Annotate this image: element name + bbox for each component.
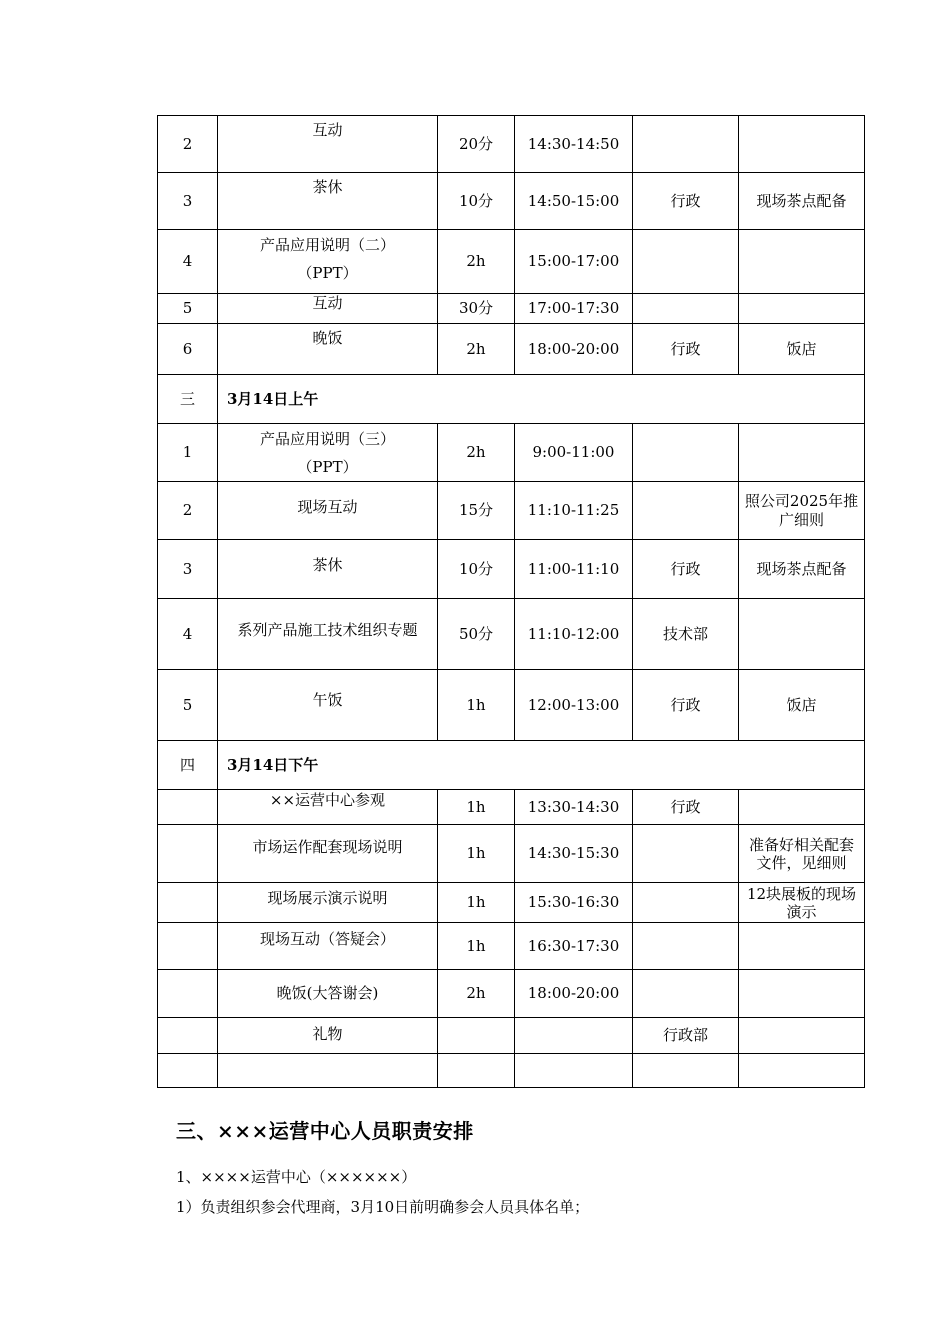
item-name: 现场互动（答疑会） <box>218 923 438 970</box>
table-row <box>158 230 865 294</box>
section-title: 3月14日下午 <box>218 741 865 790</box>
table-row <box>158 324 865 375</box>
note <box>739 790 865 825</box>
row-number <box>158 790 218 825</box>
note <box>739 230 865 294</box>
note <box>739 294 865 324</box>
time-range: 14:30-15:30 <box>515 825 633 883</box>
time-range: 13:30-14:30 <box>515 790 633 825</box>
row-number: 3 <box>158 540 218 599</box>
note: 准备好相关配套文件，见细则 <box>739 825 865 883</box>
item-name: 互动 <box>218 116 438 173</box>
row-number <box>158 923 218 970</box>
owner: 行政部 <box>633 1018 739 1054</box>
time-range <box>515 1018 633 1054</box>
table-row <box>158 923 865 970</box>
time-range <box>515 1054 633 1088</box>
table-row <box>158 599 865 670</box>
note: 饭店 <box>739 670 865 741</box>
row-number: 6 <box>158 324 218 375</box>
duration: 50分 <box>438 599 515 670</box>
duration: 1h <box>438 670 515 741</box>
note <box>739 1018 865 1054</box>
owner: 行政 <box>633 324 739 375</box>
row-number: 2 <box>158 116 218 173</box>
note: 现场茶点配备 <box>739 173 865 230</box>
item-name: 系列产品施工技术组织专题 <box>218 599 438 670</box>
row-number <box>158 825 218 883</box>
owner: 行政 <box>633 790 739 825</box>
section-row <box>158 741 865 790</box>
table-row <box>158 173 865 230</box>
note <box>739 970 865 1018</box>
duration: 1h <box>438 790 515 825</box>
row-number <box>158 1018 218 1054</box>
item-name: ××运营中心参观 <box>218 790 438 825</box>
item-name: 市场运作配套现场说明 <box>218 825 438 883</box>
time-range: 11:10-12:00 <box>515 599 633 670</box>
item-name: 礼物 <box>218 1018 438 1054</box>
item-name: 晚饭 <box>218 324 438 375</box>
duration: 30分 <box>438 294 515 324</box>
table-row <box>158 294 865 324</box>
item-name-line: 产品应用说明（三） <box>259 430 395 448</box>
item-name-line: 产品应用说明（二） <box>259 236 395 254</box>
time-range: 11:00-11:10 <box>515 540 633 599</box>
duration: 20分 <box>438 116 515 173</box>
table-row <box>158 970 865 1018</box>
table-row <box>158 540 865 599</box>
owner <box>633 970 739 1018</box>
time-range: 15:00-17:00 <box>515 230 633 294</box>
time-range: 18:00-20:00 <box>515 324 633 375</box>
section-row <box>158 375 865 424</box>
item-name: 茶休 <box>218 540 438 599</box>
time-range: 9:00-11:00 <box>515 424 633 482</box>
note: 照公司2025年推广细则 <box>739 482 865 540</box>
duration: 10分 <box>438 540 515 599</box>
owner <box>633 1054 739 1088</box>
table-row <box>158 790 865 825</box>
paragraph: 1、××××运营中心（××××××） <box>176 1168 417 1186</box>
duration: 1h <box>438 883 515 923</box>
row-number: 4 <box>158 230 218 294</box>
table-row <box>158 424 865 482</box>
duration: 2h <box>438 424 515 482</box>
owner <box>633 482 739 540</box>
duration: 1h <box>438 825 515 883</box>
item-name <box>218 1054 438 1088</box>
row-number: 3 <box>158 173 218 230</box>
table-row <box>158 482 865 540</box>
item-name: 晚饭(大答谢会) <box>218 970 438 1018</box>
item-name: 午饭 <box>218 670 438 741</box>
row-number <box>158 1054 218 1088</box>
note <box>739 599 865 670</box>
item-name: 现场互动 <box>218 482 438 540</box>
owner: 行政 <box>633 670 739 741</box>
table-row <box>158 1054 865 1088</box>
duration: 2h <box>438 970 515 1018</box>
time-range: 16:30-17:30 <box>515 923 633 970</box>
owner <box>633 883 739 923</box>
item-name: 互动 <box>218 294 438 324</box>
paragraph: 1）负责组织参会代理商，3月10日前明确参会人员具体名单； <box>176 1198 590 1216</box>
table-row <box>158 825 865 883</box>
item-name <box>218 424 438 482</box>
owner: 技术部 <box>633 599 739 670</box>
item-name-line: （PPT） <box>297 458 358 476</box>
table-row <box>158 883 865 923</box>
note <box>739 923 865 970</box>
schedule-table <box>157 115 865 1088</box>
time-range: 14:30-14:50 <box>515 116 633 173</box>
note: 现场茶点配备 <box>739 540 865 599</box>
note: 12块展板的现场演示 <box>739 883 865 923</box>
row-number: 5 <box>158 670 218 741</box>
owner <box>633 424 739 482</box>
duration: 10分 <box>438 173 515 230</box>
item-name: 茶休 <box>218 173 438 230</box>
row-number: 5 <box>158 294 218 324</box>
time-range: 14:50-15:00 <box>515 173 633 230</box>
time-range: 11:10-11:25 <box>515 482 633 540</box>
table-row <box>158 670 865 741</box>
owner <box>633 825 739 883</box>
item-name-line: （PPT） <box>297 264 358 282</box>
owner <box>633 294 739 324</box>
time-range: 15:30-16:30 <box>515 883 633 923</box>
row-number: 4 <box>158 599 218 670</box>
note <box>739 116 865 173</box>
owner <box>633 923 739 970</box>
table-row <box>158 116 865 173</box>
duration <box>438 1018 515 1054</box>
section-number: 三 <box>158 375 218 424</box>
note: 饭店 <box>739 324 865 375</box>
item-name <box>218 230 438 294</box>
duration: 1h <box>438 923 515 970</box>
duration: 2h <box>438 230 515 294</box>
owner: 行政 <box>633 173 739 230</box>
time-range: 12:00-13:00 <box>515 670 633 741</box>
row-number <box>158 883 218 923</box>
row-number: 1 <box>158 424 218 482</box>
section-title: 3月14日上午 <box>218 375 865 424</box>
duration: 2h <box>438 324 515 375</box>
time-range: 18:00-20:00 <box>515 970 633 1018</box>
row-number: 2 <box>158 482 218 540</box>
time-range: 17:00-17:30 <box>515 294 633 324</box>
table-row <box>158 1018 865 1054</box>
duration <box>438 1054 515 1088</box>
duration: 15分 <box>438 482 515 540</box>
note <box>739 1054 865 1088</box>
note <box>739 424 865 482</box>
row-number <box>158 970 218 1018</box>
section-number: 四 <box>158 741 218 790</box>
section-heading: 三、×××运营中心人员职责安排 <box>176 1119 474 1143</box>
owner: 行政 <box>633 540 739 599</box>
owner <box>633 230 739 294</box>
owner <box>633 116 739 173</box>
item-name: 现场展示演示说明 <box>218 883 438 923</box>
